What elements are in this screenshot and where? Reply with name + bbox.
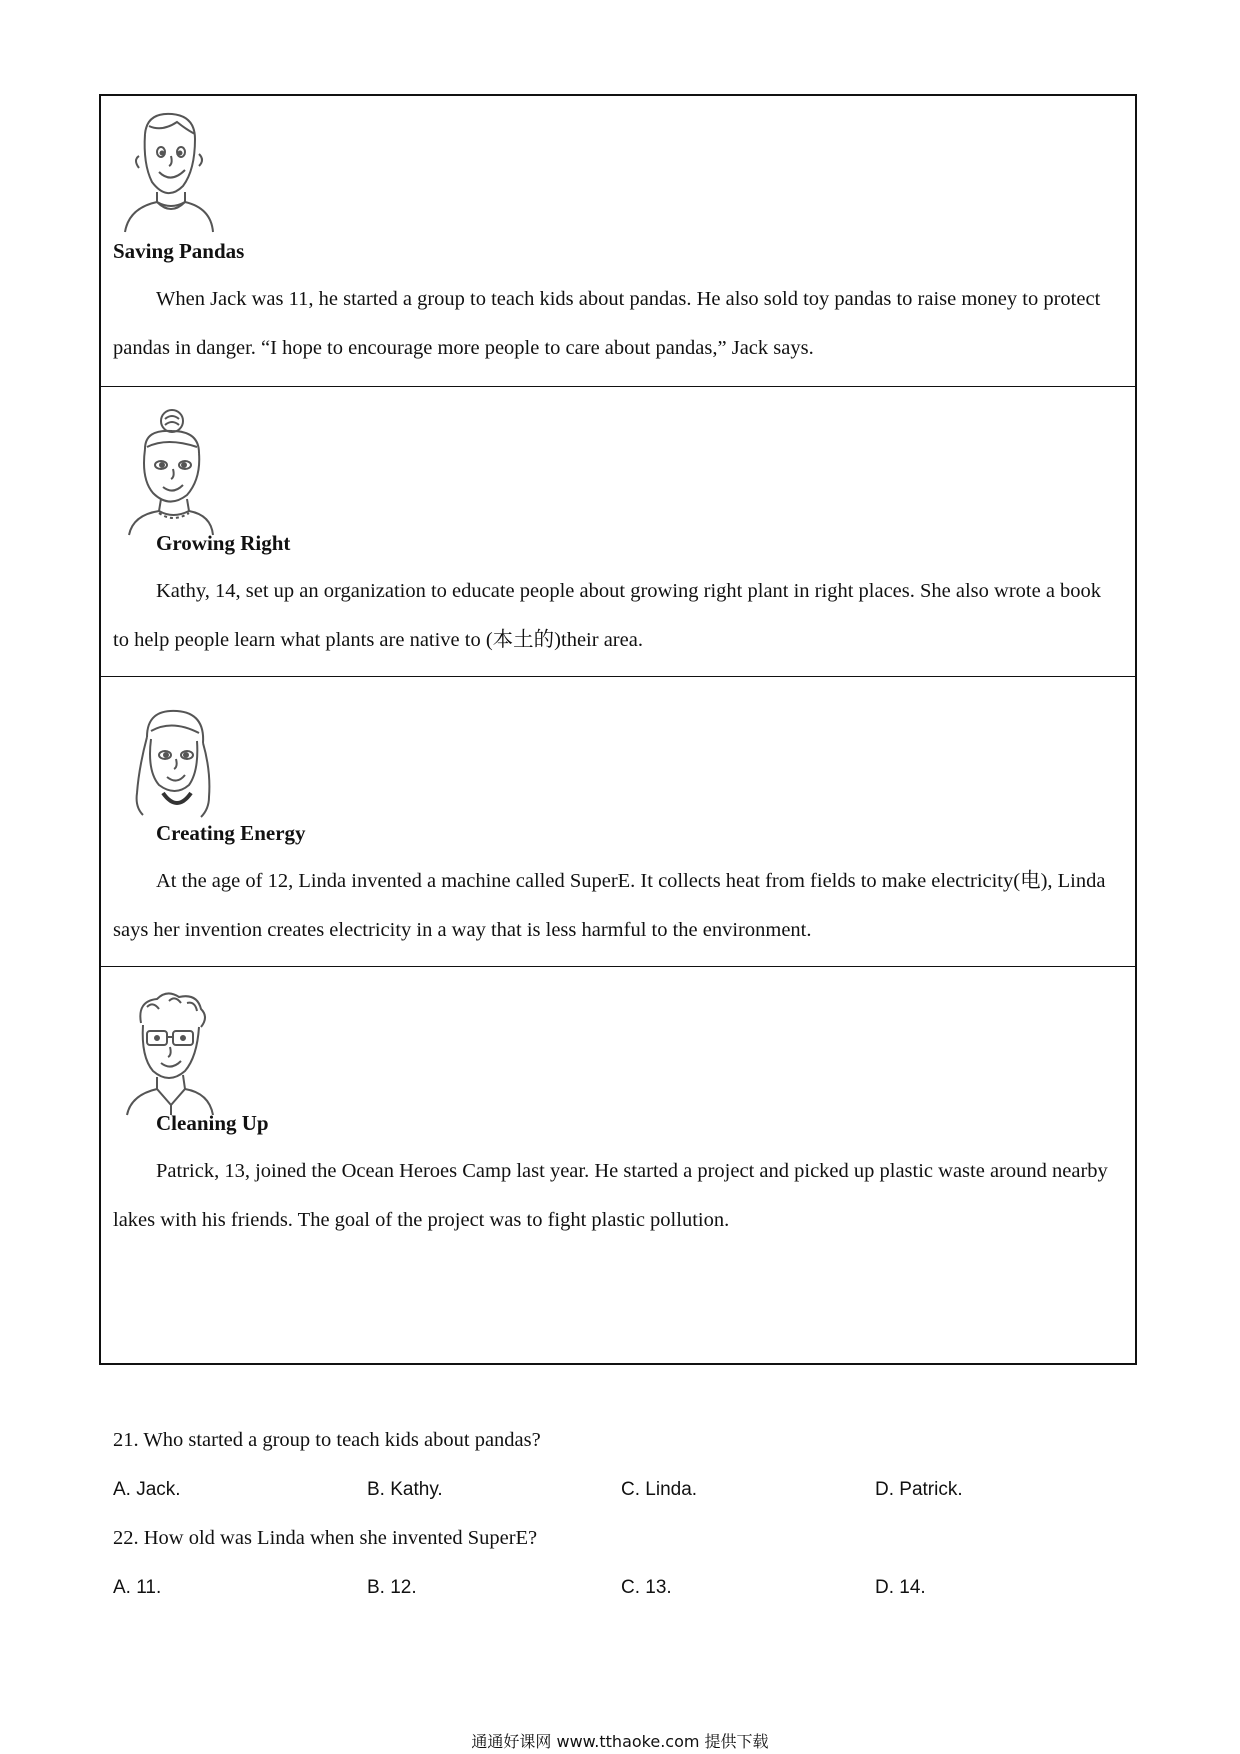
option-b[interactable]: B. 12. xyxy=(367,1577,417,1598)
question-22: 22. How old was Linda when she invented SuperE? xyxy=(113,1527,538,1549)
page-footer: 通通好课网 www.tthaoke.com 提供下载 xyxy=(471,1732,769,1751)
panel-title: Growing Right xyxy=(156,531,291,555)
panel-saving-pandas xyxy=(101,96,1135,421)
options-22 xyxy=(113,1577,1133,1607)
boy-glasses-avatar-icon xyxy=(117,987,217,1117)
panel-text: Kathy, 14, set up an organization to educate people about growing right plant in right places. She also wrote a book to help people learn what plants are native to (本土的)their area. xyxy=(113,580,1102,651)
article-table xyxy=(99,94,1137,1365)
panel-title: Creating Energy xyxy=(156,821,306,845)
boy-smiling-avatar-icon xyxy=(117,104,217,234)
option-b[interactable]: B. Kathy. xyxy=(367,1479,443,1500)
panel-text: When Jack was 11, he started a group to teach kids about pandas. He also sold toy pandas to raise money to protect pandas in danger. “I hope to encourage more people to care about pandas,” Jack says. xyxy=(113,288,1101,359)
panel-growing-right xyxy=(101,386,1135,711)
options-21 xyxy=(113,1479,1133,1509)
girl-hair-bun-avatar-icon xyxy=(117,407,217,537)
panel-title: Cleaning Up xyxy=(156,1111,269,1135)
girl-long-hair-avatar-icon xyxy=(117,697,217,827)
panel-creating-energy xyxy=(101,676,1135,1001)
option-c[interactable]: C. 13. xyxy=(621,1577,672,1598)
panel-cleaning-up xyxy=(101,966,1135,1291)
option-d[interactable]: D. 14. xyxy=(875,1577,926,1598)
question-21: 21. Who started a group to teach kids about pandas? xyxy=(113,1429,541,1451)
option-a[interactable]: A. Jack. xyxy=(113,1479,181,1500)
panel-text: At the age of 12, Linda invented a machine called SuperE. It collects heat from fields to make electricity(电), Linda says her invention creates electricity in a way that is less harmful to the environment. xyxy=(113,870,1106,941)
panel-text: Patrick, 13, joined the Ocean Heroes Camp last year. He started a project and picked up plastic waste around nearby lakes with his friends. The goal of the project was to fight plastic pollution. xyxy=(113,1160,1108,1231)
panel-title: Saving Pandas xyxy=(113,239,245,263)
option-c[interactable]: C. Linda. xyxy=(621,1479,698,1500)
option-d[interactable]: D. Patrick. xyxy=(875,1479,963,1500)
option-a[interactable]: A. 11. xyxy=(113,1577,162,1598)
